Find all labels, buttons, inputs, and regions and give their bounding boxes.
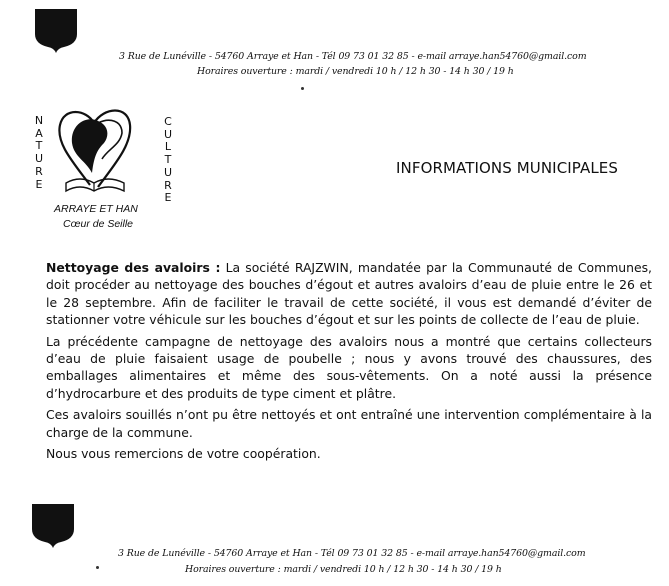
logo-culture-vertical-text: C U L T U R E (163, 115, 173, 205)
footer-coat-of-arms-shield-icon (31, 503, 75, 549)
page-title: INFORMATIONS MUNICIPALES (396, 159, 619, 177)
article-paragraph-2: La précédente campagne de nettoyage des avaloirs nous a montré que certains collecteurs d’eau de pluie faisaient usage de poubelle ; nous y avons trouvé des chaussures, des emballages alimentaires et même des sous-vêtements. On a noté aussi la présence d’hydrocarbure et des produits de type ciment et plâtre. (46, 333, 652, 401)
coat-of-arms-shield-icon (34, 8, 78, 54)
header-hours-line: Horaires ouverture : mardi / vendredi 10 h / 12 h 30 - 14 h 30 / 19 h (197, 66, 514, 77)
article-heading: Nettoyage des avaloirs : (46, 260, 221, 275)
footer-hours-line: Horaires ouverture : mardi / vendredi 10 h / 12 h 30 - 14 h 30 / 19 h (185, 564, 502, 575)
header-dot (301, 87, 304, 90)
logo-nature-vertical-text: N A T U R E (34, 114, 44, 191)
article-paragraph-1-text: La société RAJZWIN, mandatée par la Communauté de Communes, doit procéder au nettoyage des bouches d’égout et autres avaloirs d’eau de pluie entre le 26 et le 28 septembre. Afin de faciliter le travail de cette société, il vous est demandé d’éviter de stationner votre véhicule sur les bouches d’égout et sur les points de collecte de l’eau de pluie. (46, 260, 652, 328)
article-paragraph-3: Ces avaloirs souillés n’ont pu être nettoyés et ont entraîné une intervention complémentaire à la charge de la commune. (46, 407, 652, 440)
logo-name: ARRAYE ET HAN (54, 203, 138, 215)
footer-address-line: 3 Rue de Lunéville - 54760 Arraye et Han - Tél 09 73 01 32 85 - e-mail arraye.han54760@gmail.com (118, 548, 586, 559)
footer-dot (96, 566, 99, 569)
article-body (46, 259, 652, 466)
header-address-line: 3 Rue de Lunéville - 54760 Arraye et Han - Tél 09 73 01 32 85 - e-mail arraye.han54760@gmail.com (119, 51, 587, 62)
heart-book-logo-icon (52, 103, 138, 199)
article-paragraph-1 (46, 259, 652, 329)
article-paragraph-4: Nous vous remercions de votre coopération. (46, 446, 321, 462)
logo-subtitle: Cœur de Seille (63, 218, 134, 230)
